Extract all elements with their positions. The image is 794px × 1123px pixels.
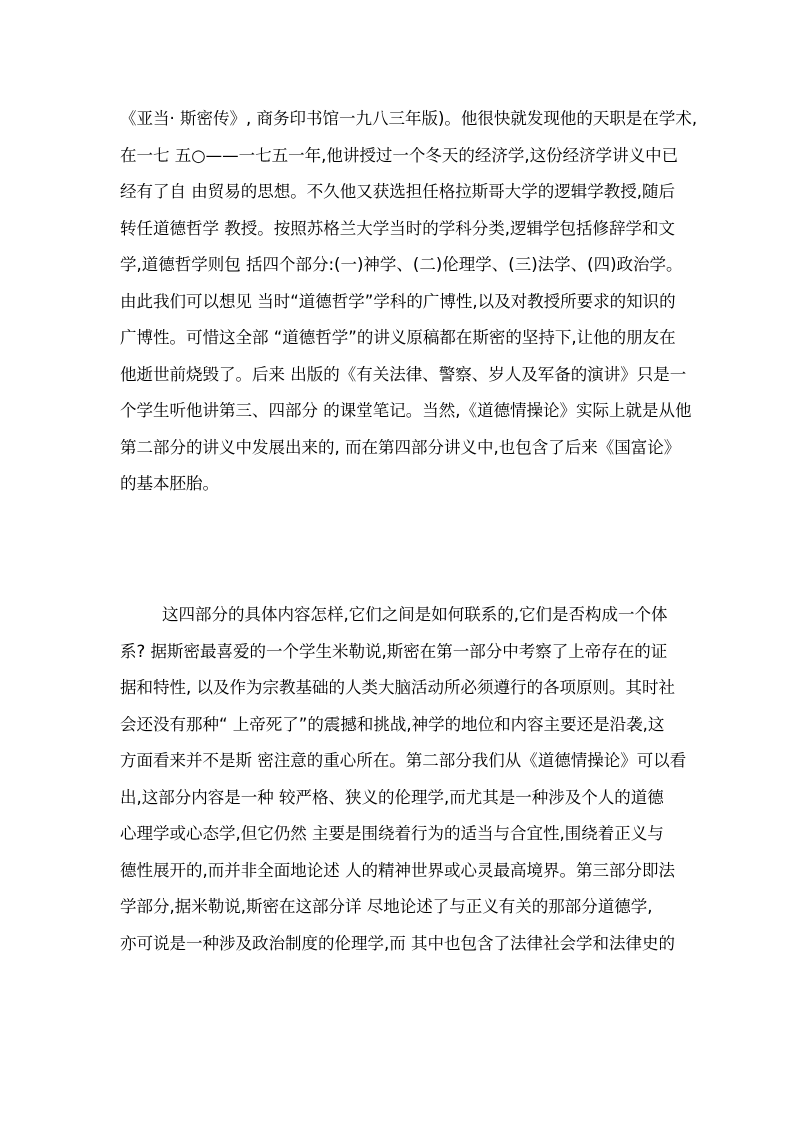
text-line: 他逝世前烧毁了。后来 出版的《有关法律、警察、岁人及军备的演讲》只是一 xyxy=(120,364,687,384)
paragraph-2 xyxy=(120,597,687,962)
text-line: 《亚当· 斯密传》, 商务印书馆一九八三年版)。他很快就发现他的天职是在学术, xyxy=(120,109,698,128)
text-line: 出,这部分内容是一种 较严格、狭义的伦理学,而尤其是一种涉及个人的道德 xyxy=(120,787,664,807)
text-line: 亦可说是一种涉及政治制度的伦理学,而 其中也包含了法律社会学和法律史的 xyxy=(120,933,675,953)
text-line: 系? 据斯密最喜爱的一个学生米勒说,斯密在第一部分中考察了上帝存在的证 xyxy=(120,641,668,661)
text-line: 个学生听他讲第三、四部分 的课堂笔记。当然,《道德情操论》实际上就是从他 xyxy=(120,401,692,420)
text-line: 转任道德哲学 教授。按照苏格兰大学当时的学科分类,逻辑学包括修辞学和文 xyxy=(120,218,675,238)
text-line: 学部分,据米勒说,斯密在这部分详 尽地论述了与正义有关的那部分道德学, xyxy=(120,897,653,916)
paragraph-1 xyxy=(120,101,698,503)
text-line: 据和特性, 以及作为宗教基础的人类大脑活动所必须遵行的各项原则。其时社 xyxy=(120,678,675,697)
text-line: 第二部分的讲义中发展出来的, 而在第四部分讲义中,也包含了后来《国富论》 xyxy=(120,437,681,457)
text-line: 的基本胚胎。 xyxy=(120,474,219,493)
text-line: 会还没有那种“ 上帝死了”的震撼和挑战,神学的地位和内容主要还是沿袭,这 xyxy=(120,714,665,734)
text-line: 在一七 五○——一七五一年,他讲授过一个冬天的经济学,这份经济学讲义中已 xyxy=(120,145,679,165)
text-line: 学,道德哲学则包 括四个部分:(一)神学、(二)伦理学、(三)法学、(四)政治学。 xyxy=(120,255,683,274)
text-line: 德性展开的,而并非全面地论述 人的精神世界或心灵最高境界。第三部分即法 xyxy=(120,860,675,880)
text-line: 心理学或心态学,但它仍然 主要是围绕着行为的适当与合宜性,围绕着正义与 xyxy=(120,824,664,843)
text-line: 广博性。可惜这全部 “道德哲学”的讲义原稿都在斯密的坚持下,让他的朋友在 xyxy=(120,328,676,347)
text-line: 由此我们可以想见 当时“道德哲学”学科的广博性,以及对教授所要求的知识的 xyxy=(120,291,676,311)
text-line: 这四部分的具体内容怎样,它们之间是如何联系的,它们是否构成一个体 xyxy=(120,605,668,624)
text-line: 经有了自 由贸易的思想。不久他又获选担任格拉斯哥大学的逻辑学教授,随后 xyxy=(120,182,675,201)
text-line: 方面看来并不是斯 密注意的重心所在。第二部分我们从《道德情操论》可以看 xyxy=(120,751,687,770)
